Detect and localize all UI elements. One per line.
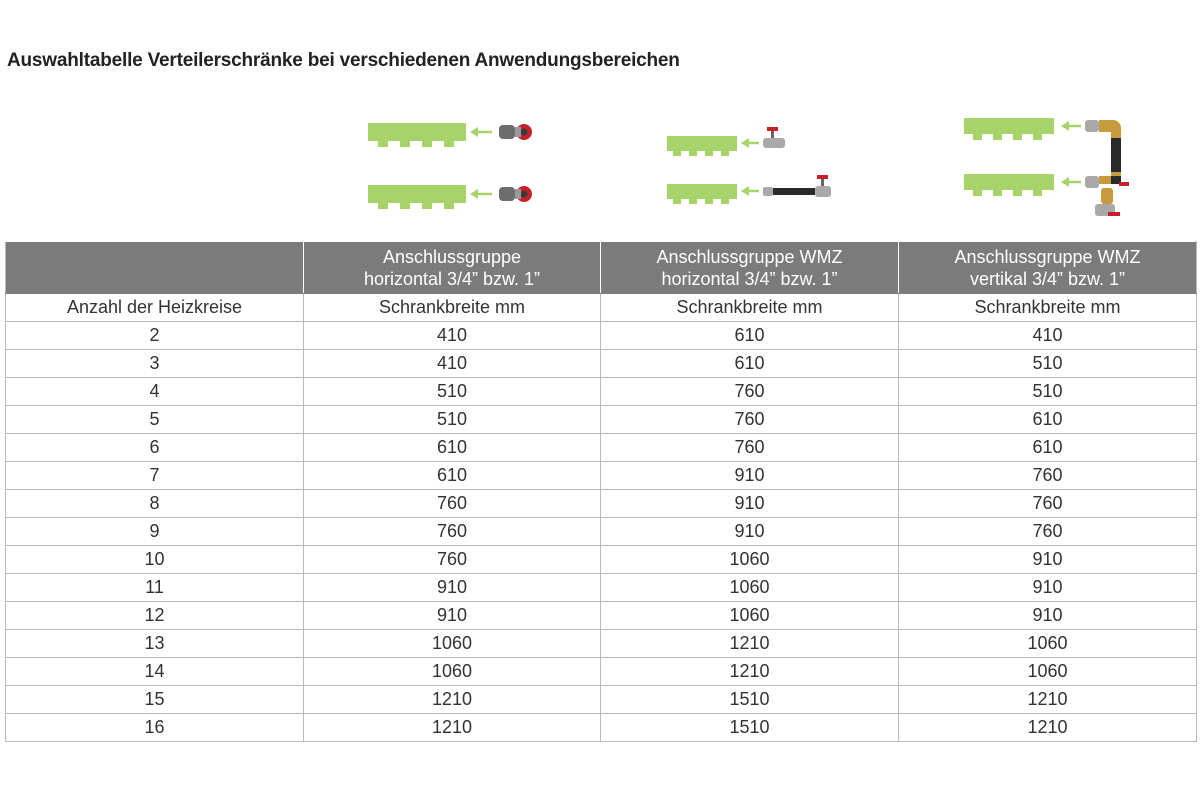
table-cell: 610 [899, 406, 1197, 434]
table-cell: 910 [304, 574, 601, 602]
header-cell-horizontal [304, 242, 601, 294]
table-cell: 4 [6, 378, 304, 406]
table-row [6, 378, 1197, 406]
table-cell: 1210 [899, 714, 1197, 742]
table-row [6, 434, 1197, 462]
header-line: horizontal 3/4” bzw. 1” [661, 268, 838, 289]
table-row [6, 630, 1197, 658]
table-cell: 410 [304, 322, 601, 350]
table-cell: 1060 [304, 630, 601, 658]
table-cell: 760 [899, 462, 1197, 490]
table-cell: 760 [899, 518, 1197, 546]
table-cell: 5 [6, 406, 304, 434]
manifold-pair-wmz-vertical-icon [899, 108, 1199, 233]
table-cell: 13 [6, 630, 304, 658]
table-cell: 6 [6, 434, 304, 462]
table-cell: 1210 [304, 714, 601, 742]
table-cell: 14 [6, 658, 304, 686]
table-cell: 15 [6, 686, 304, 714]
header-line: Anschlussgruppe [382, 246, 522, 267]
manifold-horizontal-illustration [304, 108, 604, 233]
table-row [6, 686, 1197, 714]
selection-table [5, 241, 1197, 742]
table-row [6, 518, 1197, 546]
table-cell: 2 [6, 322, 304, 350]
subheader-cell: Anzahl der Heizkreise [6, 294, 304, 322]
header-cell-wmz-vertical [899, 242, 1197, 294]
subheader-cell: Schrankbreite mm [601, 294, 899, 322]
table-cell: 910 [899, 602, 1197, 630]
table-cell: 9 [6, 518, 304, 546]
table-row [6, 322, 1197, 350]
table-cell: 8 [6, 490, 304, 518]
header-line: Anschlussgruppe WMZ [954, 246, 1141, 267]
table-cell: 1210 [304, 686, 601, 714]
table-cell: 16 [6, 714, 304, 742]
table-row [6, 602, 1197, 630]
header-cell-wmz-horizontal [601, 242, 899, 294]
table-cell: 1060 [304, 658, 601, 686]
table-cell: 610 [304, 462, 601, 490]
table-cell: 1510 [601, 686, 899, 714]
table-header-row [6, 242, 1197, 294]
table-cell: 760 [304, 490, 601, 518]
table-row [6, 546, 1197, 574]
table-cell: 10 [6, 546, 304, 574]
subheader-cell: Schrankbreite mm [304, 294, 601, 322]
table-row [6, 490, 1197, 518]
table-cell: 510 [304, 378, 601, 406]
table-cell: 760 [304, 518, 601, 546]
table-cell: 760 [601, 406, 899, 434]
table-cell: 760 [304, 546, 601, 574]
table-cell: 760 [601, 378, 899, 406]
manifold-pair-wmz-horizontal-icon [601, 108, 901, 233]
table-row [6, 462, 1197, 490]
table-cell: 1060 [899, 630, 1197, 658]
table-cell: 410 [899, 322, 1197, 350]
table-cell: 910 [601, 462, 899, 490]
page-title: Auswahltabelle Verteilerschränke bei verschiedenen Anwendungsbereichen [7, 50, 680, 71]
table-row [6, 350, 1197, 378]
table-cell: 910 [601, 490, 899, 518]
manifold-wmz-vertical-illustration [899, 108, 1199, 233]
table-cell: 760 [899, 490, 1197, 518]
table-row [6, 714, 1197, 742]
table-cell: 760 [601, 434, 899, 462]
table-cell: 510 [899, 378, 1197, 406]
table-cell: 1060 [601, 546, 899, 574]
table-cell: 11 [6, 574, 304, 602]
table-cell: 910 [601, 518, 899, 546]
table-cell: 610 [601, 350, 899, 378]
table-cell: 1210 [601, 658, 899, 686]
table-cell: 610 [601, 322, 899, 350]
table-cell: 12 [6, 602, 304, 630]
table-cell: 510 [304, 406, 601, 434]
table-cell: 410 [304, 350, 601, 378]
table-cell: 1210 [601, 630, 899, 658]
table-cell: 610 [899, 434, 1197, 462]
table-cell: 910 [899, 546, 1197, 574]
header-line: Anschlussgruppe WMZ [656, 246, 843, 267]
table-cell: 610 [304, 434, 601, 462]
table-cell: 1510 [601, 714, 899, 742]
table-cell: 7 [6, 462, 304, 490]
header-cell-empty [6, 242, 304, 294]
manifold-pair-horizontal-icon [304, 108, 604, 233]
table-cell: 510 [899, 350, 1197, 378]
table-cell: 1060 [601, 574, 899, 602]
table-subheader-row [6, 294, 1197, 322]
table-cell: 3 [6, 350, 304, 378]
table-cell: 910 [304, 602, 601, 630]
manifold-wmz-horizontal-illustration [601, 108, 901, 233]
table-cell: 910 [899, 574, 1197, 602]
header-line: vertikal 3/4” bzw. 1” [969, 268, 1126, 289]
table-cell: 1060 [601, 602, 899, 630]
subheader-cell: Schrankbreite mm [899, 294, 1197, 322]
table-row [6, 574, 1197, 602]
table-cell: 1210 [899, 686, 1197, 714]
header-line: horizontal 3/4” bzw. 1” [363, 268, 541, 289]
table-cell: 1060 [899, 658, 1197, 686]
table-row [6, 658, 1197, 686]
table-row [6, 406, 1197, 434]
